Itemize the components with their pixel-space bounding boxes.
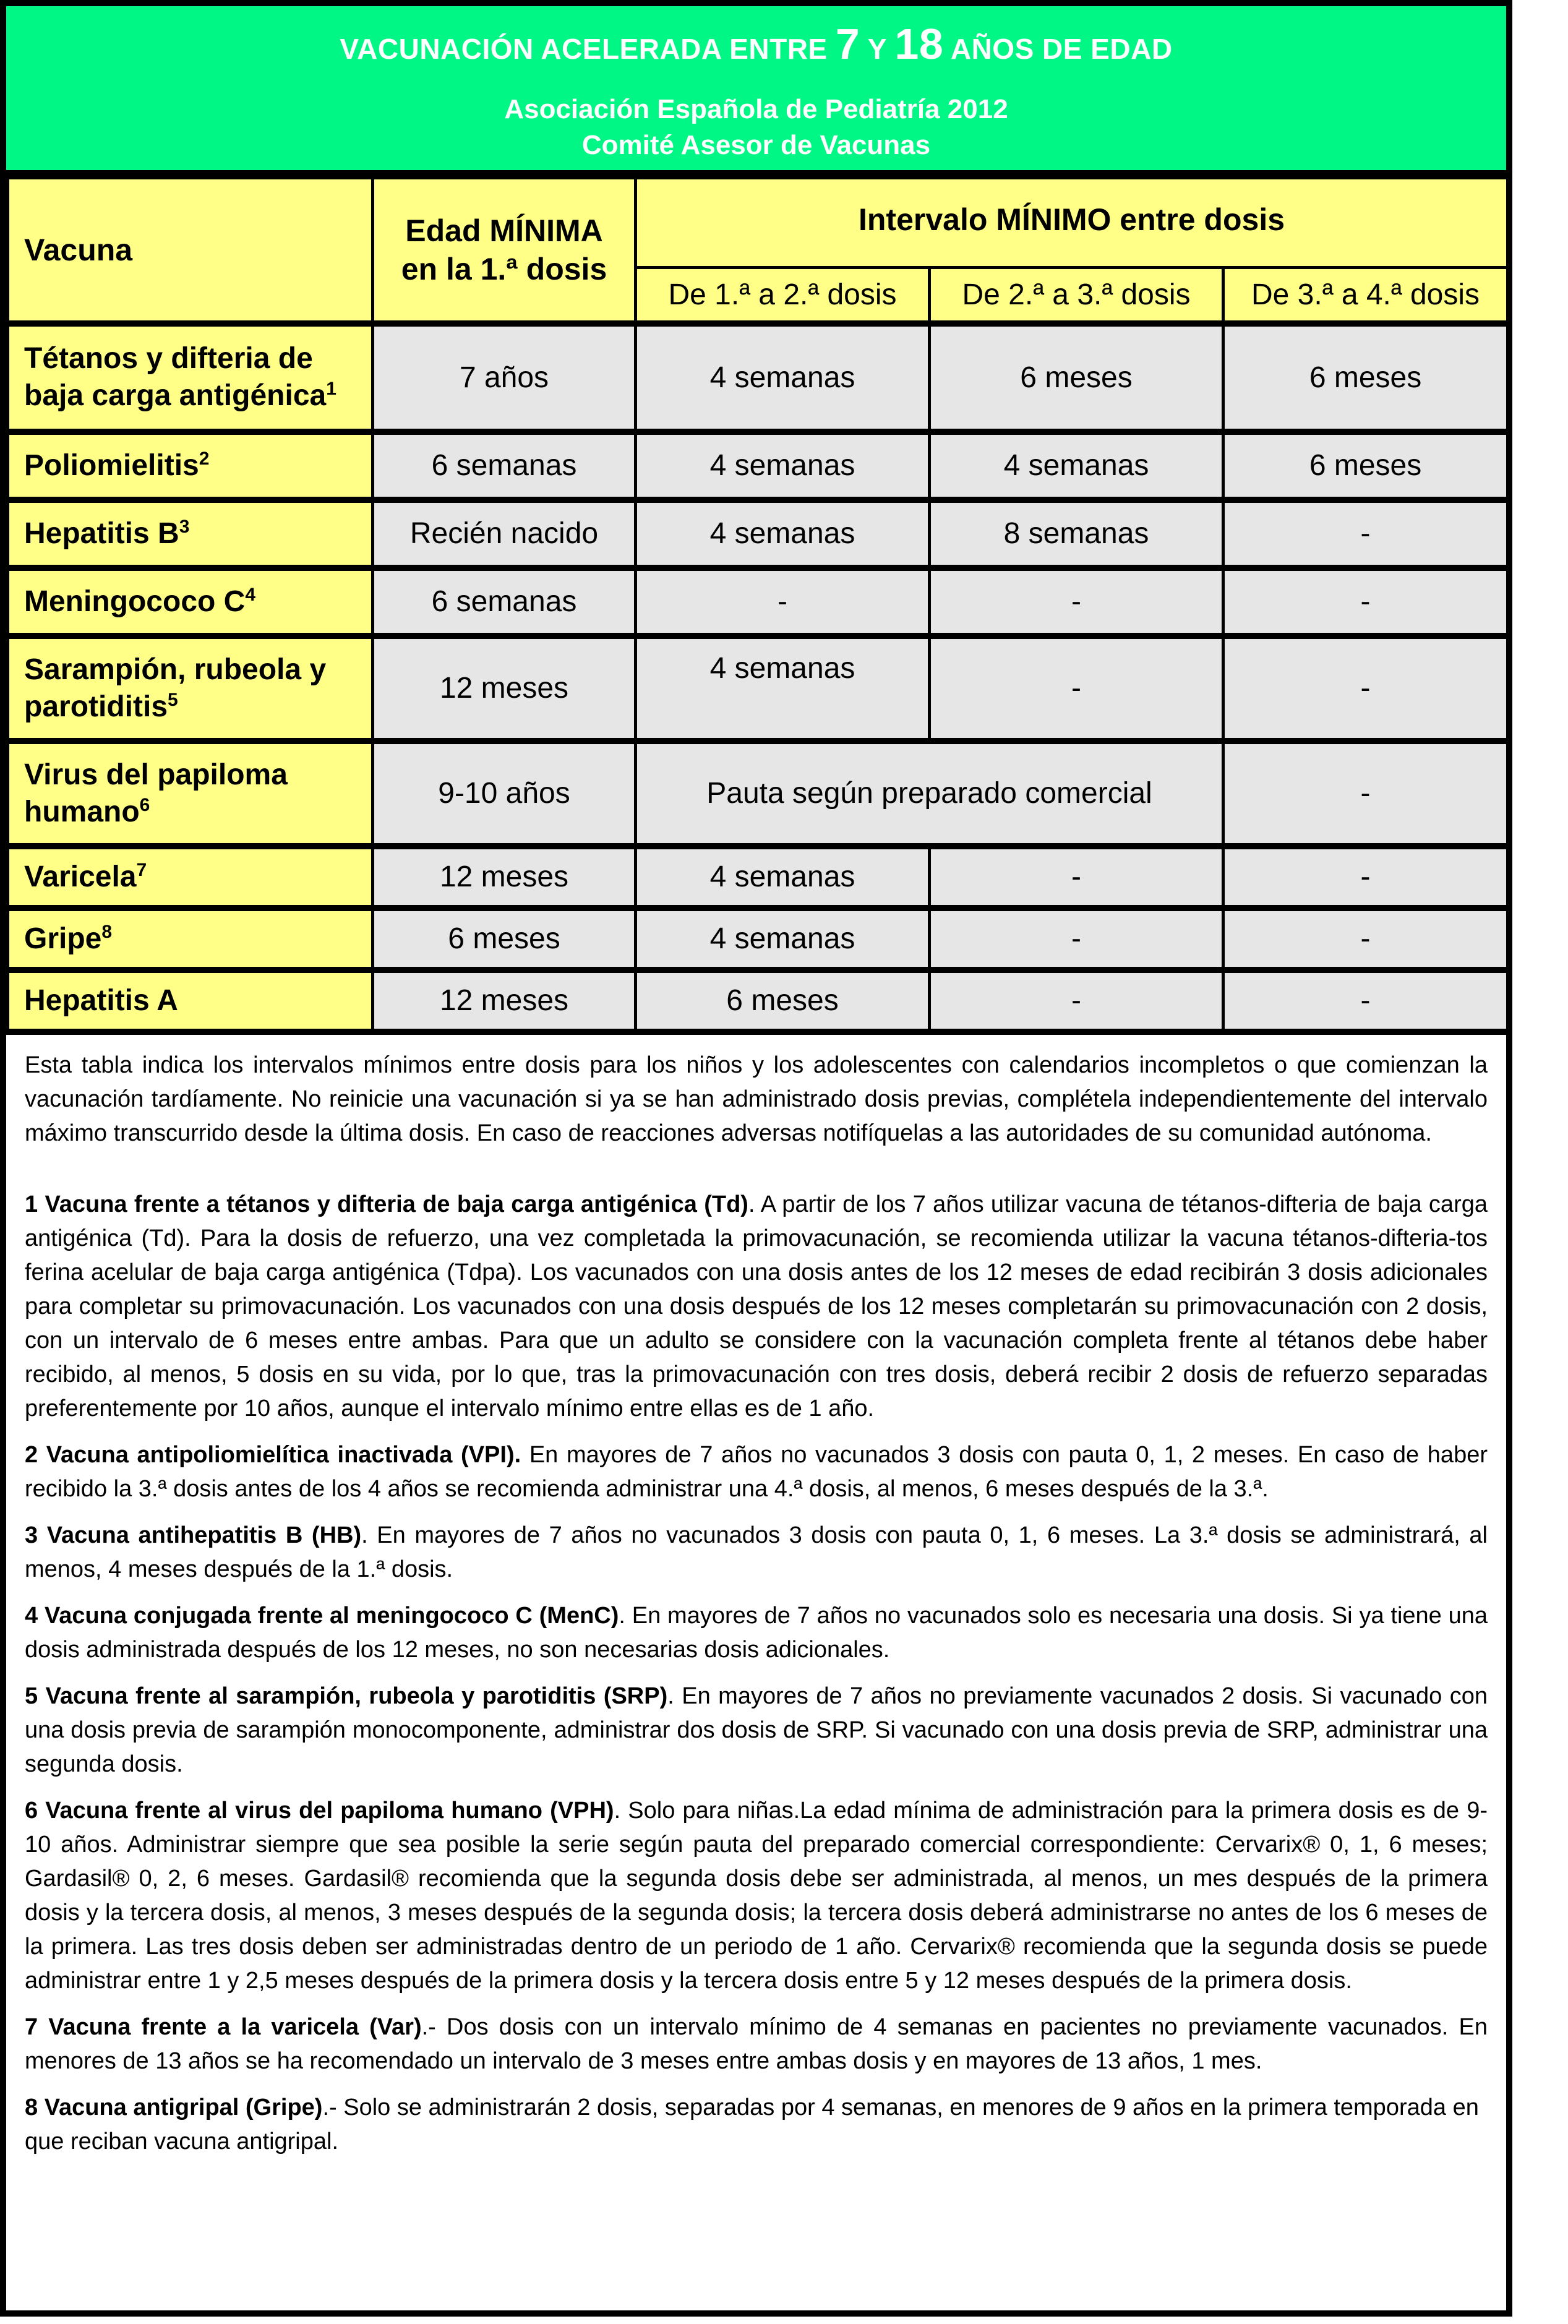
edad-minima-cell: 6 semanas	[373, 432, 636, 500]
interval-2-3-cell: 8 semanas	[930, 500, 1223, 568]
vaccine-name: Tétanos y difteria de baja carga antigénica$^1$	[8, 324, 373, 432]
vaccine-name: Hepatitis A	[8, 970, 373, 1032]
interval-1-2-cell: 4 semanas	[636, 846, 930, 908]
table-row	[8, 500, 1508, 568]
interval-2-3-cell: -	[930, 568, 1223, 636]
table-row	[8, 636, 1508, 741]
footnotes	[6, 1035, 1506, 2190]
edad-minima-cell: Recién nacido	[373, 500, 636, 568]
table-row	[8, 908, 1508, 970]
footnote-2: 2 Vacuna antipoliomielítica inactivada (VPI). En mayores de 7 años no vacunados 3 dosis con pauta 0, 1, 2 meses. En caso de haber recibido la 3.ª dosis antes de los 4 años se recomienda administrar una 4.ª dosis, al menos, 6 meses después de la 3.ª.	[25, 1441, 1488, 1502]
interval-1-2-cell: -	[636, 568, 930, 636]
vaccine-name: Varicela$^7$	[8, 846, 373, 908]
interval-1-2-cell: 4 semanas	[636, 908, 930, 970]
interval-2-3-cell: -	[930, 970, 1223, 1032]
vaccine-name: Sarampión, rubeola y parotiditis$^5$	[8, 636, 373, 741]
table-row	[8, 970, 1508, 1032]
interval-2-3-cell: -	[930, 846, 1223, 908]
interval-1-3-cell: Pauta según preparado comercial	[636, 741, 1223, 846]
interval-3-4-cell: 6 meses	[1223, 324, 1508, 432]
interval-3-4-cell: 6 meses	[1223, 432, 1508, 500]
interval-1-2-cell: 4 semanas	[636, 500, 930, 568]
committee-name: Comité Asesor de Vacunas	[581, 130, 931, 160]
vaccination-table	[6, 176, 1509, 1035]
vaccine-name: Poliomielitis$^2$	[8, 432, 373, 500]
header-vacuna: Vacuna	[8, 178, 373, 324]
table-row	[8, 846, 1508, 908]
interval-3-4-cell: -	[1223, 636, 1508, 741]
footnote-3: 3 Vacuna antihepatitis B (HB). En mayores de 7 años no vacunados 3 dosis con pauta 0, 1, 6 meses. La 3.ª dosis se administrará, al menos, 4 meses después de la 1.ª dosis.	[25, 1522, 1488, 1582]
interval-3-4-cell: -	[1223, 846, 1508, 908]
interval-1-2-cell: 6 meses	[636, 970, 930, 1032]
footnote-8: 8 Vacuna antigripal (Gripe).- Solo se administrarán 2 dosis, separadas por 4 semanas, en menores de 9 años en la primera temporada en que reciban vacuna antigripal.	[25, 2094, 1479, 2155]
document-header	[6, 6, 1506, 176]
interval-3-4-cell: -	[1223, 908, 1508, 970]
interval-3-4-cell: -	[1223, 970, 1508, 1032]
header-dosis-2-3: De 2.ª a 3.ª dosis	[930, 268, 1223, 324]
vaccine-name: Gripe$^8$	[8, 908, 373, 970]
table-row	[8, 432, 1508, 500]
footnote-4: 4 Vacuna conjugada frente al meningococo C (MenC). En mayores de 7 años no vacunados solo es necesaria una dosis. Si ya tiene una dosis administrada después de los 12 meses, no son necesarias dosis adicionales.	[25, 1602, 1488, 1663]
edad-minima-cell: 6 meses	[373, 908, 636, 970]
footnote-7: 7 Vacuna frente a la varicela (Var).- Dos dosis con un intervalo mínimo de 4 semanas en pacientes no previamente vacunados. En menores de 13 años se ha recomendado un intervalo de 3 meses entre ambas dosis y en mayores de 13 años, 1 mes.	[25, 2013, 1488, 2074]
footnote-5: 5 Vacuna frente al sarampión, rubeola y parotiditis (SRP). En mayores de 7 años no previamente vacunados 2 dosis. Si vacunado con una dosis previa de sarampión monocomponente, administrar dos dosis de SRP. Si vacunado con una dosis previa de SRP, administrar una segunda dosis.	[25, 1683, 1488, 1777]
document-title: VACUNACIÓN ACELERADA ENTRE 7 Y 18 AÑOS DE EDAD	[340, 20, 1173, 68]
header-edad-minima: Edad MÍNIMA en la 1.ª dosis	[373, 178, 636, 324]
edad-minima-cell: 12 meses	[373, 846, 636, 908]
interval-1-2-cell: 4 semanas	[636, 636, 930, 741]
interval-3-4-cell: -	[1223, 500, 1508, 568]
vaccine-name: Hepatitis $B^3$	[8, 500, 373, 568]
edad-minima-cell: 12 meses	[373, 970, 636, 1032]
interval-3-4-cell: -	[1223, 568, 1508, 636]
header-dosis-1-2: De 1.ª a 2.ª dosis	[636, 268, 930, 324]
vaccine-name: Virus del papiloma humano$^6$	[8, 741, 373, 846]
table-row	[8, 324, 1508, 432]
edad-minima-cell: 6 semanas	[373, 568, 636, 636]
interval-2-3-cell: 4 semanas	[930, 432, 1223, 500]
interval-1-2-cell: 4 semanas	[636, 324, 930, 432]
table-row	[8, 741, 1508, 846]
header-intervalo-minimo: Intervalo MÍNIMO entre dosis	[636, 178, 1508, 268]
footnote-6: 6 Vacuna frente al virus del papiloma humano (VPH). Solo para niñas.La edad mínima de administración para la primera dosis es de 9-10 años. Administrar siempre que sea posible la serie según pauta del preparado comercial correspondiente: Cervarix® 0, 1, 6 meses; Gardasil® 0, 2, 6 meses. Gardasil® recomienda que la segunda dosis debe ser administrada, al menos, un mes después de la primera dosis y la tercera dosis, al menos, 3 meses después de la segunda dosis; la tercera dosis deberá administrarse no antes de los 6 meses de la primera. Las tres dosis deben ser administradas dentro de un periodo de 1 año. Cervarix® recomienda que la segunda dosis se puede administrar entre 1 y 2,5 meses después de la primera dosis y la tercera dosis entre 5 y 12 meses después de la primera dosis.	[25, 1797, 1488, 1994]
edad-minima-cell: 12 meses	[373, 636, 636, 741]
table-row	[8, 568, 1508, 636]
vaccine-name: Meningococo $C^4$	[8, 568, 373, 636]
intro-note: Esta tabla indica los intervalos mínimos entre dosis para los niños y los adolescentes con calendarios incompletos o que comienzan la vacunación tardíamente. No reinicie una vacunación si ya se han administrado dosis previas, complétela independientemente del intervalo máximo transcurrido desde la última dosis. En caso de reacciones adversas notifíquelas a las autoridades de su comunidad autónoma.	[25, 1052, 1488, 1146]
interval-1-2-cell: 4 semanas	[636, 432, 930, 500]
interval-2-3-cell: 6 meses	[930, 324, 1223, 432]
edad-minima-cell: 7 años	[373, 324, 636, 432]
organization-name: Asociación Española de Pediatría 2012	[504, 94, 1008, 124]
interval-2-3-cell: -	[930, 908, 1223, 970]
footnote-1: 1 Vacuna frente a tétanos y difteria de baja carga antigénica (Td). A partir de los 7 años utilizar vacuna de tétanos-difteria de baja carga antigénica (Td). Para la dosis de refuerzo, una vez completada la primovacunación, se recomienda utilizar la vacuna tétanos-difteria-tos ferina acelular de baja carga antigénica (Tdpa). Los vacunados con una dosis antes de los 12 meses de edad recibirán 3 dosis adicionales para completar su primovacunación. Los vacunados con una dosis después de los 12 meses completarán su primovacunación con 2 dosis, con un intervalo de 6 meses entre ambas. Para que un adulto se considere con la vacunación completa frente al tétanos debe haber recibido, al menos, 5 dosis en su vida, por lo que, tras la primovacunación con tres dosis, deberá recibir 2 dosis de refuerzo separadas preferentemente por 10 años, aunque el intervalo mínimo entre ellas es de 1 año.	[25, 1191, 1488, 1421]
edad-minima-cell: 9-10 años	[373, 741, 636, 846]
interval-2-3-cell: -	[930, 636, 1223, 741]
interval-3-4-cell: -	[1223, 741, 1508, 846]
header-dosis-3-4: De 3.ª a 4.ª dosis	[1223, 268, 1508, 324]
